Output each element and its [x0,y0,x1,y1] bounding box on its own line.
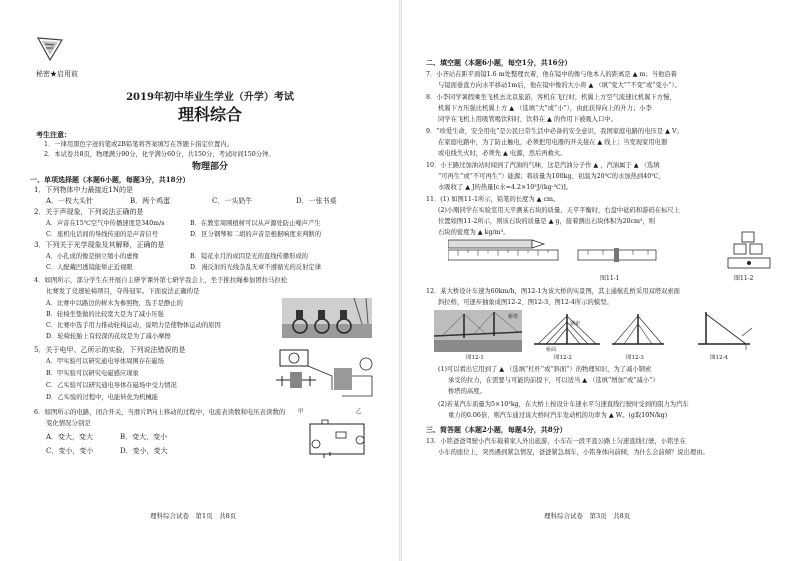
notice-2: 2．本试卷共8页，物理满分90分，化学满分60分，共150分，考试时间150分钟。 [44,151,275,158]
q3-stem: 3．下列关于光学现象及其解释，正确的是 [34,241,165,249]
left-footer: 理科综合试卷 第1页 共8页 [150,512,237,520]
q5-opt-b: B．甲实验可以研究电磁感应现象 [46,370,139,377]
q12-sub-4: (2)若某汽车质量为5×10³kg，在大桥上按设计车速水平匀速直线行驶时受到的阻力为汽车 [438,401,689,408]
bridge-model-4 [694,308,754,352]
q1-opt-b: B．两个鸡蛋 [130,197,171,205]
q12-sub-1: (1)可以看出它用到了 ▲ （选填“杠杆”或“斜面”）的物理知识，为了减小钢索 [438,366,652,373]
fig11-2-label: 图11-2 [734,275,754,282]
q10-line-2: “可再生”或“不可再生”）能源；将质量为100kg、初温为20℃的水加热到40℃， [438,173,665,180]
q1-opt-d: D．一张书桌 [296,197,337,205]
q2-opt-a: A．声音在15℃空气中传播速度是340m/s [46,220,165,227]
fig11-1-label: 图11-1 [600,275,620,282]
q5-opt-c: C．乙实验可以研究通电导体在磁场中受力情况 [46,382,177,389]
q8-line-1: 8．小李同学暑假乘坐飞机去北京旅游，客机在飞行时，机翼上方空气流速比机翼下方慢， [426,94,676,101]
subject-title: 理科综合 [177,105,242,124]
q12-line-1: 12．某大桥设计车速为60km/h，图12-1为该大桥的实景图，其主通航孔桥采用双塔双索面 [426,288,680,295]
q13-line-2: 小车的座位上，突然遇到紧急情况，爸爸紧急刹车，小铭身体向前倾，为什么会前倾？说出理由。 [438,449,709,456]
q6-opt-a: A．变大，变大 [46,433,94,441]
fig12-1-label: 图12-1 [466,355,484,361]
q12-sub-2: 承受的拉力，在需要与可能的前提下，可以适当 ▲ （选填“增加”或“减小”） [448,377,659,384]
q11-line-4: 石块的密度为 ▲ kg/m³。 [438,229,510,236]
q10-line-3: 水吸收了 ▲ J的热量[c水=4.2×10³J/(kg·℃)]。 [438,184,573,191]
q3-opt-c: C．人配戴凹透镜能矫正近视眼 [46,264,133,271]
q9-line-3: 或电线失火时，必须先 ▲ 电源，然后再救火。 [438,150,567,157]
q12-sub-5: 重力的0.06倍，则汽车通过该大桥时汽车发动机的功率为 ▲ W。(g取10N/kg) [448,412,668,419]
q2-opt-c: C．座机电话间的导线传递的是声音信号 [46,231,158,238]
fig-yi-label: 乙 [356,409,362,415]
notice-1: 1．一律用黑色字迹的笔或2B铅笔将答案填写在答题卡指定位置内。 [44,141,233,148]
q9-line-1: 9．“珍爱生命，安全用电”是公民日常生活中必备的安全意识，我国家庭电路的电压是 ▲ V； [426,128,683,135]
q10-line-1: 10．小王路过加油站时闻到了汽油的气味，这是汽油分子作 ▲ ，汽油属于 ▲ （选填 [426,162,660,169]
fig-jia-label: 甲 [298,409,304,415]
fig12-4-label: 图12-4 [710,355,728,361]
q2-opt-d: D．区分钢琴和二胡的声音是根据响度来判断的 [190,231,321,238]
q5-experiment-figure [272,346,382,408]
q7-line-1: 7．小齐站在距平面镜1.6 m处整理衣着，他在镜中的像与他本人的距离是 ▲ m；当他沿着 [426,71,677,78]
notice-head: 考生注意： [36,130,71,139]
right-page [404,0,794,561]
q1-opt-c: C．一头奶牛 [212,197,253,205]
q3-opt-b: B．镜花水月的成因是光的直线传播形成的 [190,253,308,260]
q5-opt-d: D．乙实验的过程中，电能转化为机械能 [46,394,159,401]
bridge-model-2 [532,310,602,352]
q8-line-3: 同学在飞机上用吸管喝饮料时，饮料在 ▲ 的作用下被吸入口中。 [438,116,617,123]
q3-opt-a: A．小孔成的像是倒立缩小的虚像 [46,253,139,260]
weights-figure [724,230,774,270]
q3-opt-d: D．漫反射的光线杂乱无章不遵循光的反射定律 [190,264,321,271]
q4-opt-d: D．轮椅轮胎上有较深的花纹是为了减小摩擦 [46,333,171,340]
pencil-ruler-figure [448,238,658,268]
q13-line-1: 13．小铭爸爸驾驶小汽车载着家人外出旅游，小车在一段平直公路上匀速直线行驶，小铭坐在 [426,438,686,445]
q11-line-3: 位置如图11-2所示，则该石块的质量是 ▲ g，接着测出石块体积为20cm³，则 [438,218,656,225]
q4-stem-2: 比赛发了竞速轮椅项目，夺得冠军。下面说法正确的是 [46,287,200,295]
wheelchair-race-photo [282,298,372,338]
q2-opt-b: B．在教室周围植树可以从声源处防止噪声产生 [190,220,321,227]
q6-stem-2: 变化情况分别是 [46,419,91,427]
q6-opt-c: C．变小，变小 [46,447,94,455]
q12-line-2: 斜拉桥，可逐步抽象成图12-2、图12-3、图12-4所示的模型。 [438,299,613,306]
q5-stem: 5．关于电甲、乙所示的实验，下列说法错误的是 [34,346,186,354]
q6-circuit-figure [302,418,372,460]
label-deck: 桥面 [546,347,557,353]
q6-opt-d: D．变小，变大 [120,447,168,455]
section-2-title: 二、填空题（本题6小题，每空1分，共16分） [426,58,572,67]
q1-opt-a: A．一枚大头针 [46,197,94,205]
q9-line-2: 在家庭电路中，为了防止触电，必须把用电器的开关接在 ▲ 线上；当发现家用电器 [438,139,668,146]
bridge-model-3 [610,310,666,352]
q12-sub-3: 桥塔的高度。 [448,388,486,395]
q11-line-2: (2)小刚同学在实验室用天平测某石块的质量，天平平衡时，右盘中砝码和游码在标尺上 [438,207,680,214]
fig12-2-label: 图12-2 [554,355,572,361]
q4-opt-a: A．比赛中以路边的树木为参照物，选手是静止的 [46,300,183,307]
seal-icon [36,36,64,62]
q2-stem: 2．关于声现象，下列说法正确的是 [34,208,144,216]
secret-label: 秘密★启用前 [36,70,78,78]
label-cable: 钢索 [570,321,581,327]
q1-stem: 1．下列物体中力最接近1N的是 [34,186,134,194]
q6-stem-1: 6．如图所示的电路，闭合开关，当滑片P向上移动的过程中，电流表读数和电压表读数的 [34,408,286,416]
q4-stem-1: 4．如图所示，部分学生在开展自主研学课外第七研学我会上，坐于推拉绳参加团拉马拉松 [34,276,288,284]
q7-line-2: 与镜面垂直方向水平移动1m后，他在镜中像的大小将 ▲ （填“变大”“不变”或“变小”）。 [438,82,681,89]
fig12-3-label: 图12-3 [626,355,644,361]
q4-opt-b: B．轮椅坐垫做的比较宽大是为了减小压强 [46,311,164,318]
right-footer: 理科综合试卷 第3页 共8页 [544,512,631,520]
exam-title: 2019年初中毕业生学业（升学）考试 [126,92,294,103]
q5-opt-a: A．甲实验可以研究通电导体周围存在磁场 [46,358,164,365]
q8-line-2: 机翼下方压强比机翼上方 ▲ （选填“大”或“小”），由此获得向上的升力；小李 [438,105,652,112]
part-title: 物理部分 [191,162,228,172]
label-tower: 桥塔 [508,314,519,320]
section-1-title: 一、单项选择题（本题6小题，每题3分，共18分） [30,175,190,184]
q4-opt-c: C．比赛中选手用力推动轮椅运动，说明力是使物体运动的原因 [46,322,221,329]
q6-opt-b: B．变大，变小 [120,433,168,441]
q11-line-1: 11．(1) 如图11-1所示，铅笔的长度为 ▲ cm。 [426,196,560,203]
section-3-title: 三、简答题（本题2小题，每题4分，共8分） [426,425,567,434]
